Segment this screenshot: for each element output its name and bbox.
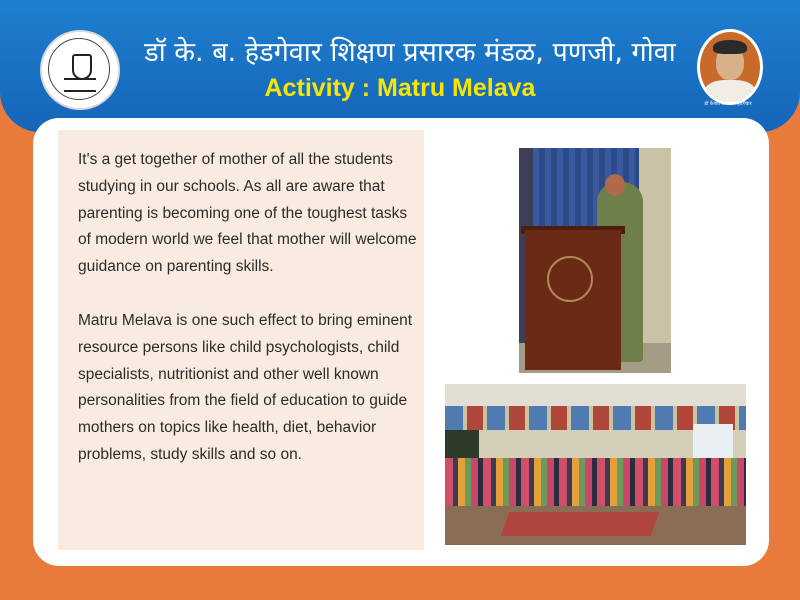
activity-title: Activity : Matru Melava bbox=[264, 74, 536, 102]
description-paragraph-1: It's a get together of mother of all the students studying in our schools. As all are aware that parenting is becoming one of the toughest tasks of modern world we feel that mother will welcome guidance on parenting skills. bbox=[78, 151, 417, 276]
header-banner bbox=[0, 0, 800, 132]
speaker-photo bbox=[519, 148, 671, 373]
description-paragraph-2: Matru Melava is one such effect to bring eminent resource persons like child psychologists, child specialists, nutritionist and other well known personalities from the field of education to guide mothers on topics like health, diet, behavior problems, study skills and so on. bbox=[78, 312, 412, 463]
audience-photo bbox=[445, 384, 746, 545]
portrait-caption: डॉ केशव बळीराम हेडगेवार bbox=[704, 101, 752, 107]
institution-logo bbox=[40, 30, 120, 110]
organization-title: डॉ के. ब. हेडगेवार शिक्षण प्रसारक मंडळ, पणजी, गोवा bbox=[144, 37, 676, 68]
description-panel bbox=[58, 130, 424, 550]
founder-portrait bbox=[697, 29, 763, 105]
